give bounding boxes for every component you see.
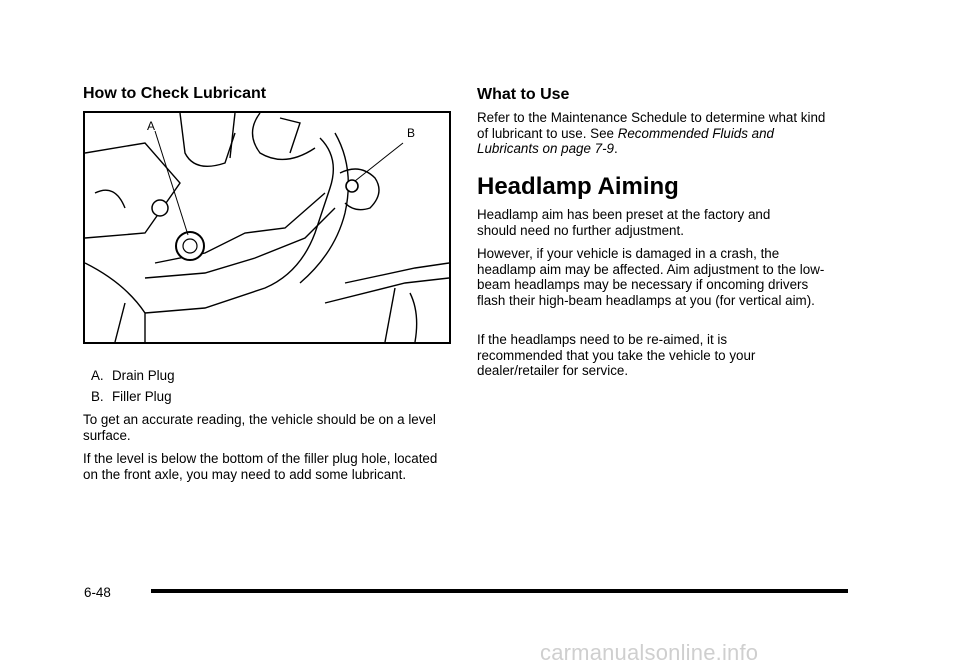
callout-b: B [407, 126, 416, 140]
section-heading-what-to-use: What to Use [477, 86, 570, 103]
paragraph-level-surface: To get an accurate reading, the vehicle should be on a level surface. [83, 412, 436, 443]
filler-plug [346, 180, 358, 192]
paragraph-what-to-use: Refer to the Maintenance Schedule to determine what kind of lubricant to use. See Recommended Fluids and Lubricants on page 7-9. [477, 110, 826, 156]
axle-illustration [83, 111, 451, 344]
axle-line-drawing [85, 113, 449, 342]
callout-a: A [147, 119, 156, 133]
section-heading-check-lubricant: How to Check Lubricant [83, 85, 267, 102]
paragraph-headlamp-reaim: If the headlamps need to be re-aimed, it is recommended that you take the vehicle to your dealer/retailer for service. [477, 332, 756, 378]
paragraph-headlamp-preset: Headlamp aim has been preset at the factory and should need no further adjustment. [477, 207, 771, 238]
page-number: 6-48 [84, 585, 111, 600]
footer-rule [151, 589, 848, 593]
paragraph-add-lubricant: If the level is below the bottom of the filler plug hole, located on the front axle, you may need to add some lubricant. [83, 451, 438, 482]
drain-plug [176, 232, 204, 260]
watermark: carmanualsonline.info [540, 640, 759, 665]
caption-drain-plug: A. Drain Plug [91, 368, 175, 383]
paragraph-headlamp-crash: However, if your vehicle is damaged in a crash, the headlamp aim may be affected. Aim adjustment to the low-beam headlamps may be necessary if oncoming drivers flash their high-beam headlamps at you (for vertical aim). [477, 246, 825, 308]
heading-headlamp-aiming: Headlamp Aiming [477, 173, 679, 200]
recommended-fluids-link[interactable]: Recommended Fluids and Lubricants on page 7-9 [477, 125, 774, 156]
caption-filler-plug: B. Filler Plug [91, 389, 172, 404]
